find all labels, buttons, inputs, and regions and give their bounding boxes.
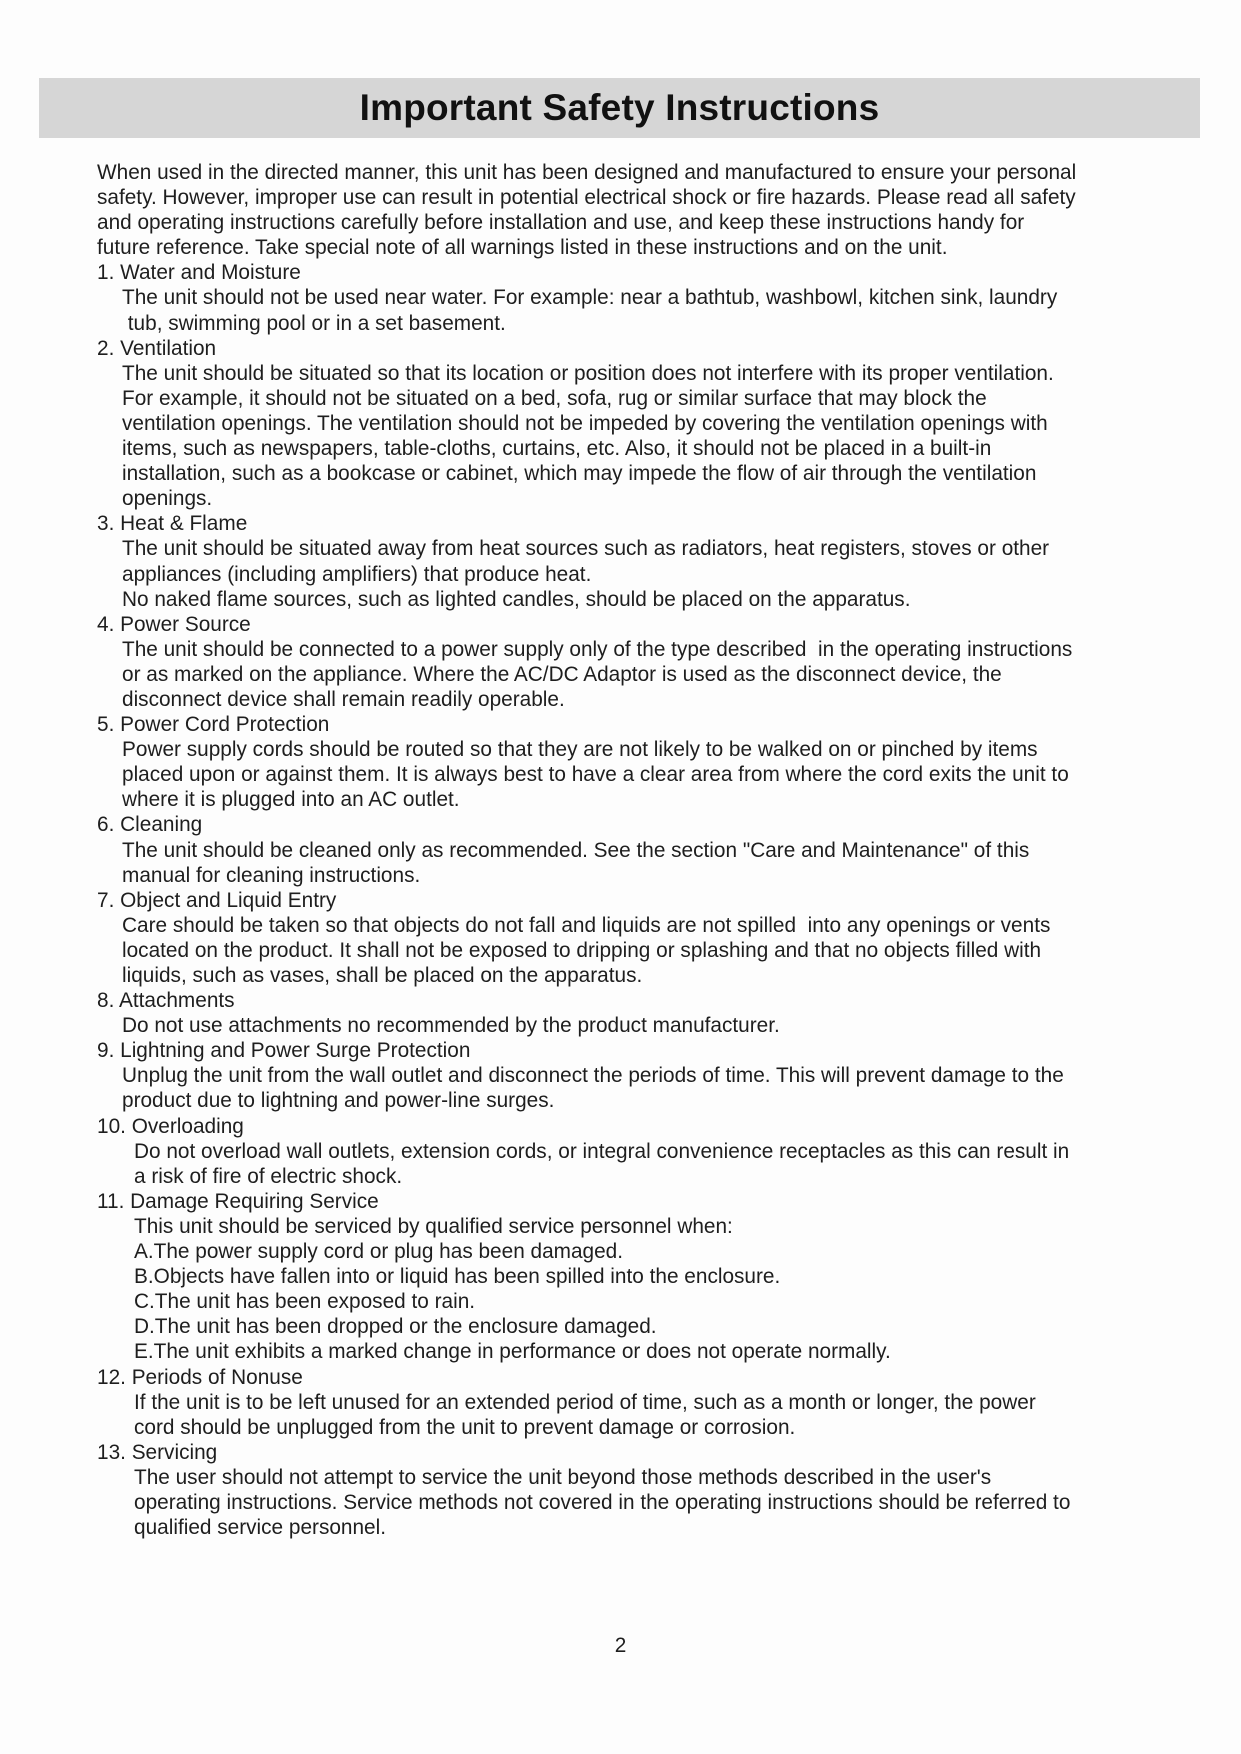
list-item <box>97 1189 1177 1365</box>
list-item <box>97 1440 1177 1540</box>
item-body-line: tub, swimming pool or in a set basement. <box>122 311 506 335</box>
item-body-line: Care should be taken so that objects do not fall and liquids are not spilled into any openings or vents <box>122 913 1051 937</box>
item-body-line: Unplug the unit from the wall outlet and disconnect the periods of time. This will prevent damage to the <box>122 1064 1064 1088</box>
intro-paragraph <box>97 160 1177 260</box>
intro-line: future reference. Take special note of all warnings listed in these instructions and on the unit. <box>97 236 948 260</box>
item-body-line: appliances (including amplifiers) that produce heat. <box>122 562 592 586</box>
list-item <box>97 336 1177 512</box>
item-body-line: The unit should be connected to a power supply only of the type described in the operating instructions <box>122 637 1073 661</box>
intro-line: safety. However, improper use can result in potential electrical shock or fire hazards. Please read all safety <box>97 186 1076 210</box>
list-item <box>97 1038 1177 1113</box>
item-body-line: Do not use attachments no recommended by the product manufacturer. <box>122 1014 780 1038</box>
item-body-line: D.The unit has been dropped or the enclosure damaged. <box>134 1315 657 1339</box>
list-item <box>97 511 1177 611</box>
intro-line: When used in the directed manner, this unit has been designed and manufactured to ensure your personal <box>97 161 1077 184</box>
list-item <box>97 1365 1177 1440</box>
list-item <box>97 260 1177 335</box>
list-item <box>97 1114 1177 1189</box>
item-body-line: items, such as newspapers, table-cloths, curtains, etc. Also, it should not be placed in a built-in <box>122 437 992 461</box>
item-body-line: product due to lightning and power-line surges. <box>122 1089 555 1113</box>
item-heading: 11. Damage Requiring Service <box>97 1189 379 1213</box>
item-heading: 1. Water and Moisture <box>97 261 301 285</box>
item-heading: 12. Periods of Nonuse <box>97 1365 303 1389</box>
item-body-line: If the unit is to be left unused for an extended period of time, such as a month or longer, the power <box>134 1390 1036 1414</box>
list-item <box>97 812 1177 887</box>
item-heading: 9. Lightning and Power Surge Protection <box>97 1039 471 1063</box>
document-body <box>97 160 1177 1540</box>
item-body-line: E.The unit exhibits a marked change in performance or does not operate normally. <box>134 1340 891 1364</box>
item-heading: 6. Cleaning <box>97 813 203 837</box>
item-heading: 10. Overloading <box>97 1114 244 1138</box>
item-body-line: A.The power supply cord or plug has been damaged. <box>134 1240 624 1264</box>
list-item <box>97 988 1177 1038</box>
item-body-line: No naked flame sources, such as lighted candles, should be placed on the apparatus. <box>122 587 911 611</box>
item-body-line: a risk of fire of electric shock. <box>134 1164 403 1188</box>
item-body-line: liquids, such as vases, shall be placed on the apparatus. <box>122 964 643 987</box>
item-heading: 13. Servicing <box>97 1440 218 1464</box>
item-body-line: manual for cleaning instructions. <box>122 863 421 887</box>
item-body-line: Do not overload wall outlets, extension cords, or integral convenience receptacles as this can result in <box>134 1139 1070 1163</box>
list-item <box>97 712 1177 812</box>
item-heading: 5. Power Cord Protection <box>97 713 330 737</box>
item-body-line: The user should not attempt to service the unit beyond those methods described in the user's <box>134 1465 992 1489</box>
item-body-line: openings. <box>122 487 213 511</box>
item-body-line: cord should be unplugged from the unit to prevent damage or corrosion. <box>134 1415 796 1439</box>
item-body-line: or as marked on the appliance. Where the AC/DC Adaptor is used as the disconnect device, the <box>122 662 1002 686</box>
item-body-line: For example, it should not be situated on a bed, sofa, rug or similar surface that may block the <box>122 386 987 410</box>
item-heading: 4. Power Source <box>97 612 251 636</box>
item-body-line: C.The unit has been exposed to rain. <box>134 1290 476 1314</box>
item-body-line: The unit should be cleaned only as recommended. See the section "Care and Maintenance" of this <box>122 838 1030 862</box>
item-body-line: The unit should be situated away from heat sources such as radiators, heat registers, stoves or other <box>122 537 1050 561</box>
intro-line: and operating instructions carefully before installation and use, and keep these instructions handy for <box>97 211 1025 235</box>
title-banner <box>39 78 1200 138</box>
item-body-line: qualified service personnel. <box>134 1516 387 1540</box>
item-body-line: where it is plugged into an AC outlet. <box>122 788 460 812</box>
item-body-line: disconnect device shall remain readily operable. <box>122 687 565 711</box>
instruction-list <box>97 260 1177 1540</box>
item-body-line: ventilation openings. The ventilation should not be impeded by covering the ventilation openings with <box>122 411 1048 435</box>
item-body-line: This unit should be serviced by qualified service personnel when: <box>134 1214 733 1238</box>
item-body-line: Power supply cords should be routed so that they are not likely to be walked on or pinched by items <box>122 738 1038 762</box>
page-number: 2 <box>614 1634 627 1657</box>
item-heading: 2. Ventilation <box>97 336 217 360</box>
item-body-line: operating instructions. Service methods not covered in the operating instructions should be referred to <box>134 1490 1071 1514</box>
item-body-line: installation, such as a bookcase or cabinet, which may impede the flow of air through the ventilation <box>122 462 1037 486</box>
item-heading: 8. Attachments <box>97 989 235 1013</box>
item-body-line: placed upon or against them. It is always best to have a clear area from where the cord exits the unit to <box>122 763 1069 787</box>
item-heading: 7. Object and Liquid Entry <box>97 888 337 912</box>
page-title: Important Safety Instructions <box>359 87 880 128</box>
item-body-line: located on the product. It shall not be exposed to dripping or splashing and that no objects filled with <box>122 938 1042 962</box>
item-body-line: The unit should be situated so that its location or position does not interfere with its proper ventilation. <box>122 361 1054 385</box>
item-body-line: The unit should not be used near water. For example: near a bathtub, washbowl, kitchen sink, laundry <box>122 286 1058 310</box>
list-item <box>97 612 1177 712</box>
list-item <box>97 888 1177 988</box>
item-heading: 3. Heat & Flame <box>97 512 248 536</box>
item-body-line: B.Objects have fallen into or liquid has been spilled into the enclosure. <box>134 1265 781 1289</box>
